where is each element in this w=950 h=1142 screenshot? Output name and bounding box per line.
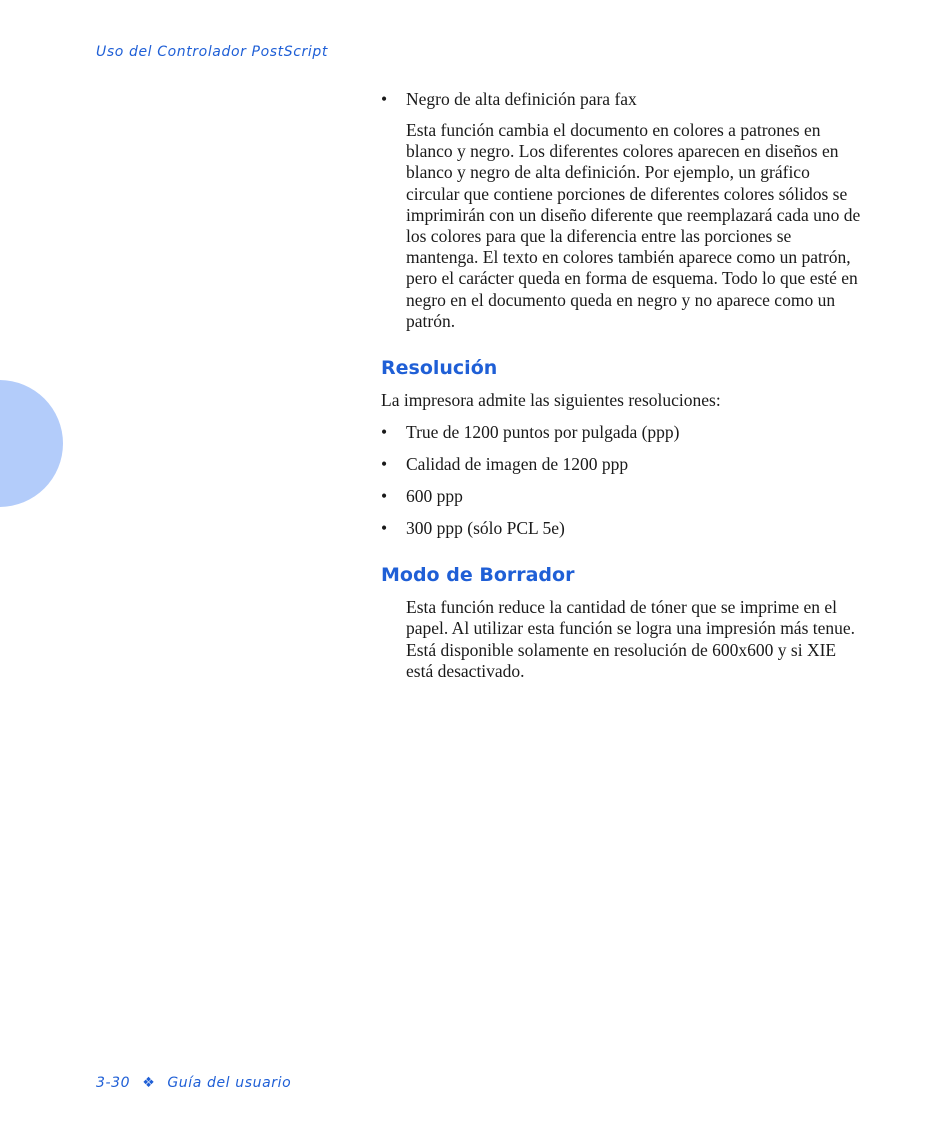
resolution-intro: La impresora admite las siguientes resoluciones: [381,390,721,411]
bullet-icon: • [381,454,388,475]
list-item-text: Negro de alta definición para fax [406,89,637,109]
list-item [381,485,861,507]
fax-description: Esta función cambia el documento en colores a patrones en blanco y negro. Los diferentes colores aparecen en diseños en blanco y negro de alta definición. Por ejemplo, un gráfico circular que contiene porciones de diferentes colores sólidos se imprimirán con un diseño diferente que reemplazará cada uno de los colores para que la diferencia entre las porciones se mantenga. El texto en colores también aparece como un patrón, pero el carácter queda en forma de esquema. Todo lo que esté en negro en el documento queda en negro y no aparece como un patrón. [406,120,861,331]
chapter-tab-marker [0,380,63,507]
list-item [381,517,861,539]
draft-mode-description: Esta función reduce la cantidad de tóner que se imprime en el papel. Al utilizar esta función se logra una impresión más tenue. Está disponible solamente en resolución de 600x600 y si XIE está desactivado. [406,597,856,681]
bullet-icon: • [381,89,388,109]
list-item [381,421,861,443]
section-heading-draft-mode: Modo de Borrador [381,564,575,587]
list-item-text: Calidad de imagen de 1200 ppp [406,454,629,475]
section-heading-resolution: Resolución [381,357,498,380]
list-item [381,88,861,110]
list-item-text: 600 ppp [406,486,463,507]
running-footer [96,1075,291,1091]
bullet-icon: • [381,518,388,539]
running-header: Uso del Controlador PostScript [96,44,328,60]
page-number: 3-30 [96,1075,131,1091]
list-item-text: True de 1200 puntos por pulgada (ppp) [406,422,680,443]
list-item-text: 300 ppp (sólo PCL 5e) [406,518,565,539]
list-item [381,453,861,475]
diamond-separator-icon: ❖ [142,1075,156,1091]
bullet-icon: • [381,486,388,507]
page-content [381,88,861,682]
bullet-icon: • [381,422,388,443]
guide-title: Guía del usuario [167,1075,292,1091]
